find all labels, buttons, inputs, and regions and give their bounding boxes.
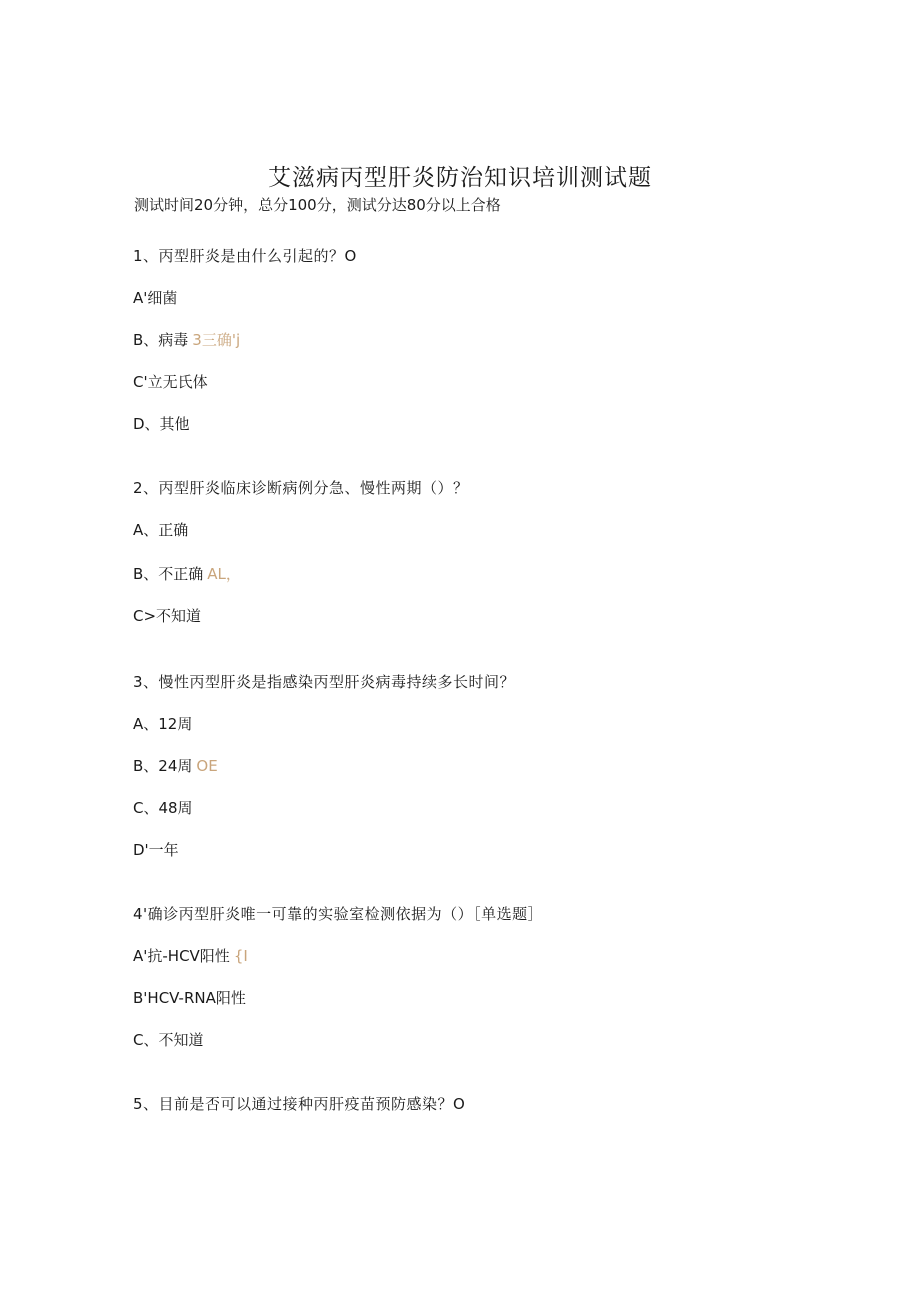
option-q3-d — [133, 839, 179, 861]
option-label: C、不知道 — [133, 1031, 204, 1049]
option-q4-c — [133, 1029, 203, 1051]
option-q1-b — [133, 329, 240, 351]
answer-mark: OE — [196, 757, 218, 775]
option-q3-a — [133, 713, 192, 735]
option-label: C'立无氏体 — [133, 373, 208, 391]
option-q1-a — [133, 287, 177, 309]
option-q1-d — [133, 413, 190, 435]
option-label: A'细菌 — [133, 289, 178, 307]
answer-mark: 3三确'j — [192, 331, 241, 349]
answer-mark: AL， — [207, 565, 241, 583]
option-label: B'HCV-RNA阳性 — [133, 989, 246, 1007]
question-3: 3、慢性丙型肝炎是指感染丙型肝炎病毒持续多长时间？ — [133, 673, 516, 691]
option-label: B、不正确 — [133, 565, 204, 583]
question-5: 5、目前是否可以通过接种丙肝疫苗预防感染？O — [133, 1095, 466, 1113]
option-label: A、12周 — [133, 715, 193, 733]
answer-mark: {I — [233, 947, 248, 965]
page-title: 艾滋病丙型肝炎防治知识培训测试题 — [268, 165, 652, 191]
option-label: C、48周 — [133, 799, 193, 817]
option-label: D、其他 — [133, 415, 190, 433]
question-4: 4'确诊丙型肝炎唯一可靠的实验室检测依据为（）［单选题］ — [133, 905, 544, 923]
option-q2-c — [133, 605, 201, 627]
option-q1-c — [133, 371, 208, 393]
test-instructions: 测试时间20分钟，总分100分，测试分达80分以上合格 — [134, 196, 501, 214]
option-q2-b — [133, 563, 241, 585]
option-label: A、正确 — [133, 521, 189, 539]
question-1: 1、丙型肝炎是由什么引起的？O — [133, 247, 357, 265]
option-q4-a — [133, 945, 248, 967]
option-label: B、24周 — [133, 757, 193, 775]
question-2: 2、丙型肝炎临床诊断病例分急、慢性两期（）？ — [133, 479, 469, 497]
option-label: A'抗-HCV阳性 — [133, 947, 230, 965]
option-q4-b — [133, 987, 246, 1009]
option-q3-b — [133, 755, 218, 777]
option-label: B、病毒 — [133, 331, 189, 349]
option-q3-c — [133, 797, 193, 819]
option-label: D'一年 — [133, 841, 179, 859]
option-label: C>不知道 — [133, 607, 202, 625]
option-q2-a — [133, 519, 188, 541]
